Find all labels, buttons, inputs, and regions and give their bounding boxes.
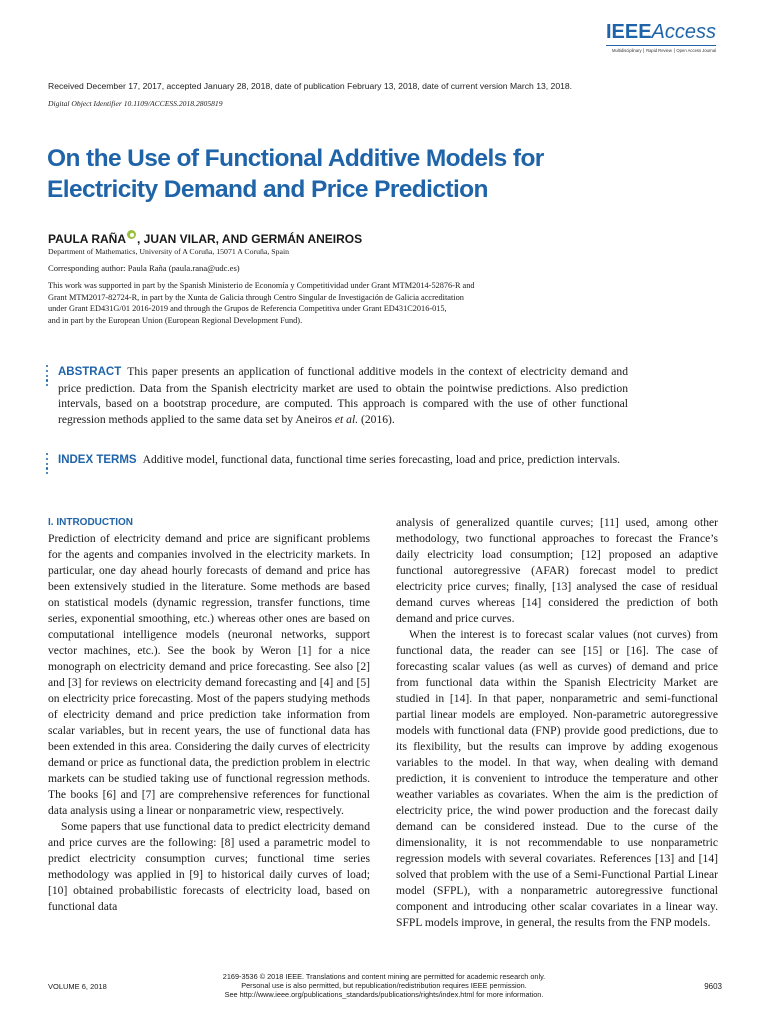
logo-tagline: Multidisciplinary ⎮ Rapid Review ⎮ Open Access Journal	[606, 45, 716, 53]
logo-brand: IEEE	[605, 21, 652, 43]
footer-copyright	[0, 972, 768, 999]
footer-line: 2169-3536 © 2018 IEEE. Translations and content mining are permitted for academic research only.	[222, 972, 546, 981]
footer-volume: VOLUME 6, 2018	[48, 982, 107, 991]
right-column	[396, 515, 718, 931]
abstract-dots-icon	[46, 365, 49, 389]
page-number: 9603	[704, 982, 722, 991]
paragraph: analysis of generalized quantile curves; [11] used, among other methodology, two functional approaches to forecast the France’s daily electricity load consumption; [12] proposed an adaptive functional autoregressive (AFAR) forecast model to predict electricity price curves; finally, [13] analysed the case of residual demand curves whereas [14] considered the prediction of both demand and price curves.	[396, 516, 718, 625]
orcid-icon[interactable]	[127, 230, 136, 239]
abstract-text: This paper presents an application of functional additive models in the context of electricity demand and price prediction. Data from the Spanish electricity market are used to obtain the pointwise predictions. Also prediction intervals, based on a bootstrap procedure, are computed. This approach is compared with the use of other functional regression methods applied to the same data set by Aneiros	[58, 365, 628, 426]
funding-line: Grant MTM2017-82724-R, in part by the Xunta de Galicia through Centro Singular de Investigación de Galicia accreditation	[48, 292, 464, 302]
doi-label: Digital Object Identifier	[48, 99, 122, 108]
corresponding-author: Corresponding author: Paula Raña (paula.rana@udc.es)	[48, 263, 240, 273]
paper-title	[47, 143, 667, 205]
doi-line	[48, 99, 223, 108]
abstract	[58, 364, 628, 427]
title-line-2: Electricity Demand and Price Prediction	[47, 176, 488, 203]
author-list	[48, 230, 362, 246]
paragraph: Some papers that use functional data to predict electricity demand and price curves are the following: [8] used a parametric model to predict electricity consumption curves; functional time series methodology was applied in [9] to historical daily curves of load; [10] obtained probabilistic forecasts of electricity load, based on functional data	[48, 820, 370, 913]
affiliation: Department of Mathematics, University of A Coruña, 15071 A Coruña, Spain	[48, 247, 290, 256]
index-dots-icon	[46, 453, 49, 477]
paragraph: Prediction of electricity demand and price are significant problems for the agents and companies involved in the electricity markets. In particular, one day ahead hourly forecasts of demand and price has been extensively studied in the literature. Some methods are based on statistical models (dynamic regression, transfer functions, time series, exponential smoothing, etc.) whereas other ones are based on computational intelligence models (neuronal networks, support vector machines, etc.). See the book by Weron [1] for a nice monograph on electricity demand and price forecasting. See also [2] and [3] for reviews on electricity demand forecasting and [4] and [5] on electricity price forecasting. Most of the papers studying methods of electricity demand and price prediction take information from scalar variables, but in recent years, the use of functional data has been extended in this area. Considering the daily curves of electricity demand or price as functional data, the prediction problem in electric markets can be studied taking use of functional regression methods. The books [6] and [7] are comprehensive references for functional data analysis using a linear or nonparametric view, respectively.	[48, 532, 370, 817]
section-heading: I. INTRODUCTION	[48, 517, 133, 528]
index-terms-label: INDEX TERMS	[58, 454, 137, 466]
logo-name: Access	[651, 21, 716, 43]
author-first: PAULA RAÑA	[48, 232, 126, 246]
abstract-label: ABSTRACT	[58, 366, 122, 378]
doi-value[interactable]: 10.1109/ACCESS.2018.2805819	[123, 99, 223, 108]
funding-statement	[48, 280, 608, 326]
footer-line: Personal use is also permitted, but republication/redistribution requires IEEE permission.	[241, 981, 527, 990]
left-column	[48, 515, 370, 915]
funding-line: under Grant ED431G/01 2016-2019 and through the Grupos de Referencia Competitiva under Grant ED431C2016-015,	[48, 304, 447, 314]
index-terms-text: Additive model, functional data, functional time series forecasting, load and price, prediction intervals.	[142, 453, 621, 466]
title-line-1: On the Use of Functional Additive Models for	[47, 145, 544, 172]
abstract-etal: et al.	[334, 412, 359, 426]
footer-rights-link[interactable]: See http://www.ieee.org/publications_standards/publications/rights/index.html for more information.	[224, 990, 544, 999]
funding-line: and in part by the European Union (European Regional Development Fund).	[48, 315, 303, 325]
paragraph: When the interest is to forecast scalar values (not curves) from functional data, the reader can see [15] or [16]. The case of forecasting scalar values (as well as curves) of demand and price from functional data within the Spanish Electricity Market are studied in [14]. In that paper, nonparametric and semi-functional partial linear models are employed. Non-parametric autoregressive models with functional data (FNP) provide good predictions, due to its flexibility, but the results can improve by adding exogenous variables to the model. In that way, when dealing with demand prediction, it is convenient to introduce the temperature and other weather variables as covariates. When the aim is the prediction of electricity price, the wind power production and the forecast daily demand can be considered instead. Due to the curse of the dimensionality, it is not recommendable to use nonparametric regression models with several covariates. References [13] and [14] solved that problem with the use of a Semi-Functional Partial Linear model (SFPL), with a nonparametric autoregressive functional component and introducing other scalar covariates in a linear way. SFPL models improve, in general, the results from the FNP models.	[396, 628, 718, 929]
author-rest: , JUAN VILAR, AND GERMÁN ANEIROS	[137, 232, 363, 246]
funding-line: This work was supported in part by the Spanish Ministerio de Economía y Competitividad under Grant MTM2014-52876-R and	[48, 281, 475, 290]
index-terms	[58, 452, 628, 469]
received-dates: Received December 17, 2017, accepted January 28, 2018, date of publication February 13, 2018, date of current version March 13, 2018.	[48, 81, 573, 91]
abstract-tail: (2016).	[358, 412, 395, 426]
journal-logo	[606, 22, 716, 53]
